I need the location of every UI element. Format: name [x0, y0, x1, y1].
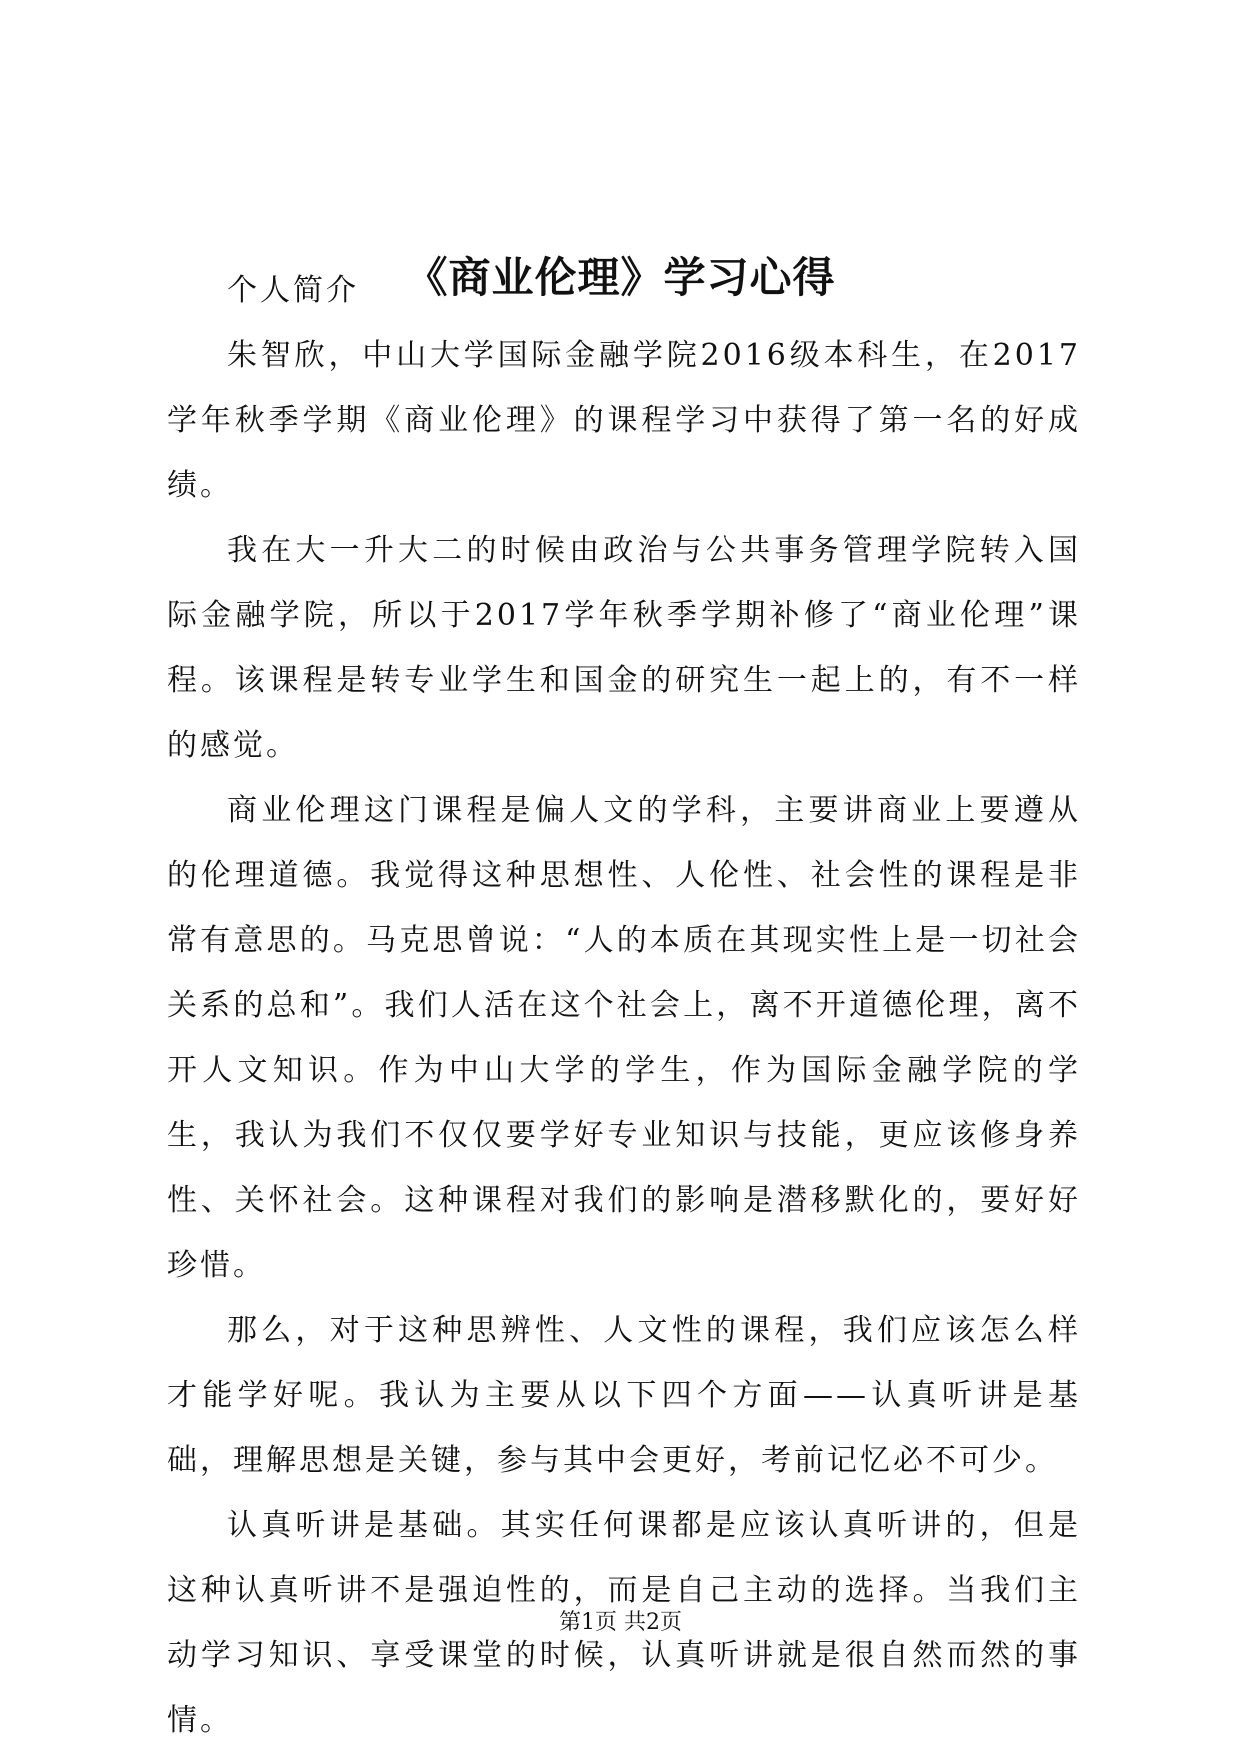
paragraph: 认真听讲是基础。其实任何课都是应该认真听讲的，但是这种认真听讲不是强迫性的，而是自己主动的选择。当我们主动学习知识、享受课堂的时候，认真听讲就是很自然而然的事情。: [167, 1508, 1081, 1738]
paragraph: 我在大一升大二的时候由政治与公共事务管理学院转入国际金融学院，所以于2017学年秋季学期补修了“商业伦理”课程。该课程是转专业学生和国金的研究生一起上的，有不一样的感觉。: [167, 533, 1081, 763]
page-number-footer: 第1页 共2页: [559, 1610, 682, 1635]
document-body: [167, 258, 1081, 1753]
document-title: 《商业伦理》学习心得: [405, 253, 836, 303]
paragraph-heading: 个人简介: [227, 273, 359, 308]
paragraph: 商业伦理这门课程是偏人文的学科，主要讲商业上要遵从的伦理道德。我觉得这种思想性、人伦性、社会性的课程是非常有意思的。马克思曾说：“人的本质在其现实性上是一切社会关系的总和”。我们人活在这个社会上，离不开道德伦理，离不开人文知识。作为中山大学的学生，作为国际金融学院的学生，我认为我们不仅仅要学好专业知识与技能，更应该修身养性、关怀社会。这种课程对我们的影响是潜移默化的，要好好珍惜。: [167, 793, 1081, 1283]
paragraph: 朱智欣，中山大学国际金融学院2016级本科生，在2017学年秋季学期《商业伦理》的课程学习中获得了第一名的好成绩。: [167, 338, 1081, 503]
paragraph: 那么，对于这种思辨性、人文性的课程，我们应该怎么样才能学好呢。我认为主要从以下四个方面——认真听讲是基础，理解思想是关键，参与其中会更好，考前记忆必不可少。: [167, 1313, 1081, 1478]
